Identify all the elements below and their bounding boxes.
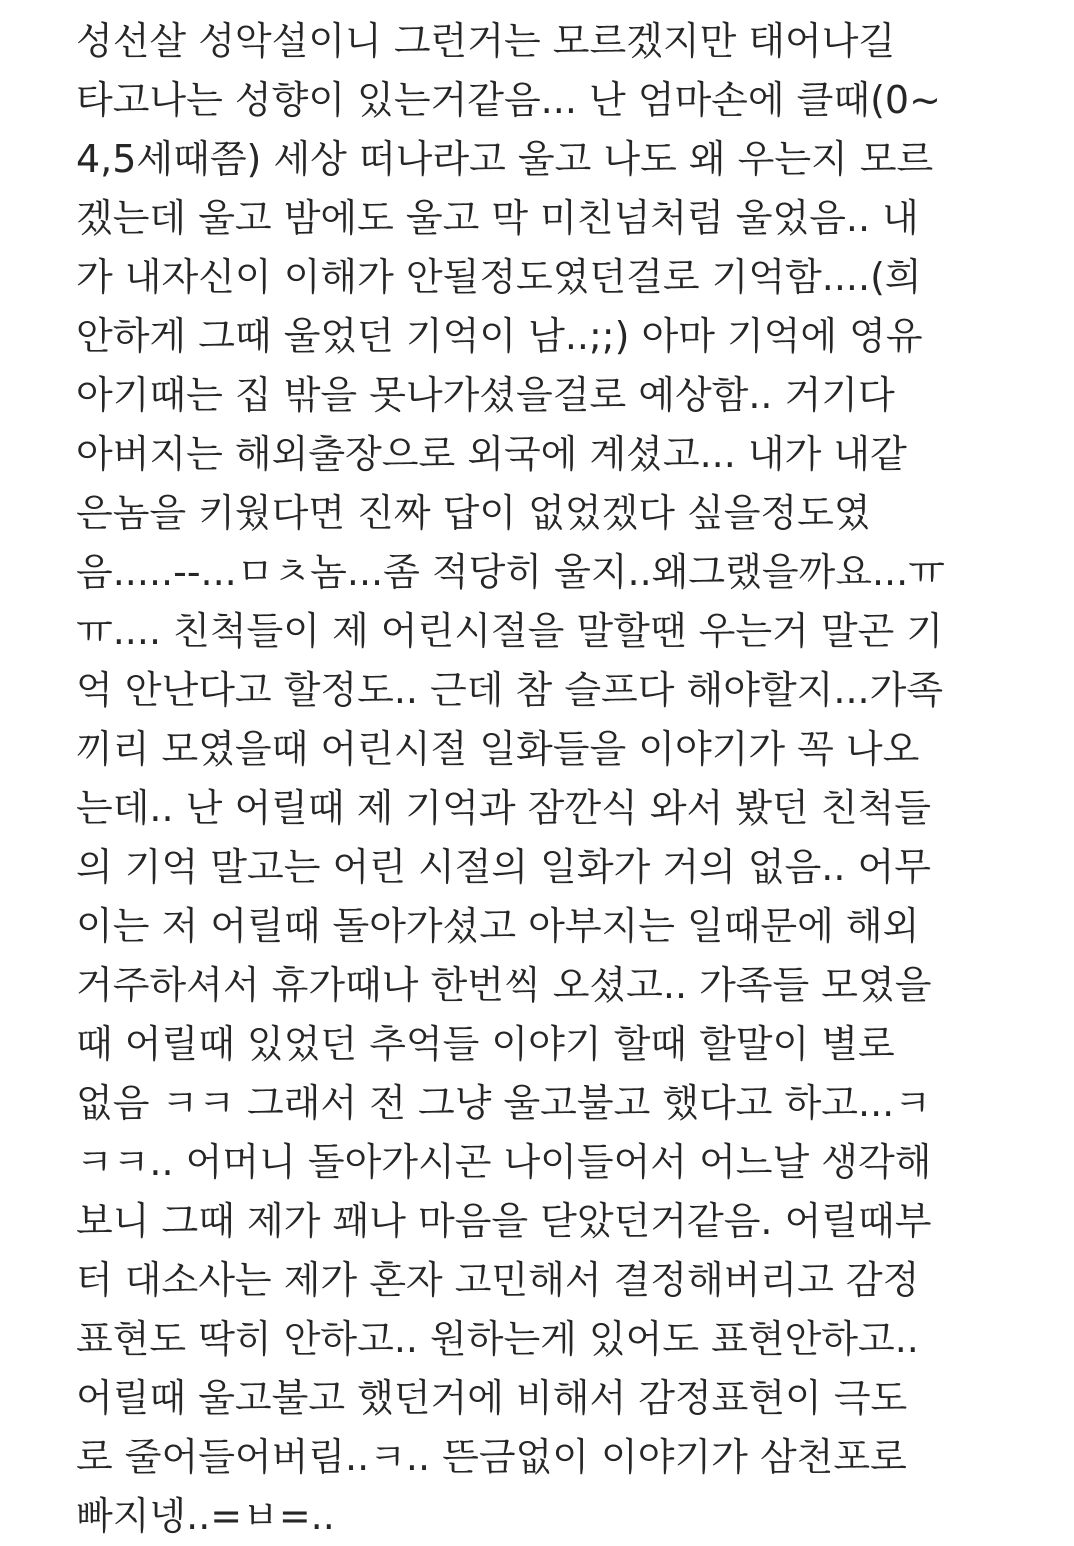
post-line: 는데.. 난 어릴때 제 기억과 잠깐식 와서 봤던 친척들: [76, 786, 931, 830]
post-line: 보니 그때 제가 꽤나 마음을 닫았던거같음. 어릴때부: [76, 1199, 932, 1243]
post-line: 안하게 그때 울었던 기억이 남..;;) 아마 기억에 영유: [76, 314, 923, 358]
post-line: 어릴때 울고불고 했던거에 비해서 감정표현이 극도: [76, 1376, 908, 1420]
post-line: 로 줄어들어버림..ㅋ.. 뜬금없이 이야기가 삼천포로: [76, 1435, 907, 1479]
post-line: ㅋㅋ.. 어머니 돌아가시곤 나이들어서 어느날 생각해: [76, 1140, 932, 1184]
post-line: 때 어릴때 있었던 추억들 이야기 할때 할말이 별로: [76, 1022, 895, 1066]
post-line: 겠는데 울고 밤에도 울고 막 미친넘처럼 울었음.. 내: [76, 196, 919, 240]
post-line: 거주하셔서 휴가때나 한번씩 오셨고.. 가족들 모였을: [76, 963, 932, 1007]
post-line: 성선살 성악설이니 그런거는 모르겠지만 태어나길: [76, 19, 896, 63]
post-line: 가 내자신이 이해가 안될정도였던걸로 기억함....(희: [76, 255, 922, 299]
post-line: 이는 저 어릴때 돌아가셨고 아부지는 일때문에 해외: [76, 904, 920, 948]
post-line: 없음 ㅋㅋ 그래서 전 그냥 울고불고 했다고 하고...ㅋ: [76, 1081, 931, 1125]
post-line: 끼리 모였을때 어린시절 일화들을 이야기가 꼭 나오: [76, 727, 920, 771]
post-line: 타고나는 성향이 있는거같음... 난 엄마손에 클때(0~: [76, 78, 941, 122]
post-line: 터 대소사는 제가 혼자 고민해서 결정해버리고 감정: [76, 1258, 920, 1302]
post-line: 아버지는 해외출장으로 외국에 계셨고... 내가 내같: [76, 432, 907, 476]
post-line: 4,5세때쯤) 세상 떠나라고 울고 나도 왜 우는지 모르: [76, 137, 934, 181]
post-line: 음.....--...ㅁㅊ놈...좀 적당히 울지..왜그랬을까요...ㅠ: [76, 550, 945, 594]
post-line: 의 기억 말고는 어린 시절의 일화가 거의 없음.. 어무: [76, 845, 931, 889]
post-body: [76, 12, 1066, 1546]
post-line: 은놈을 키웠다면 진짜 답이 없었겠다 싶을정도였: [76, 491, 871, 535]
post-line: ㅠ.... 친척들이 제 어린시절을 말할땐 우는거 말곤 기: [76, 609, 944, 653]
post-line: 빠지넹..=ㅂ=..: [76, 1494, 335, 1538]
post-line: 아기때는 집 밖을 못나가셨을걸로 예상함.. 거기다: [76, 373, 895, 417]
post-line: 억 안난다고 할정도.. 근데 참 슬프다 해야할지...가족: [76, 668, 944, 712]
post-line: 표현도 딱히 안하고.. 원하는게 있어도 표현안하고..: [76, 1317, 919, 1361]
